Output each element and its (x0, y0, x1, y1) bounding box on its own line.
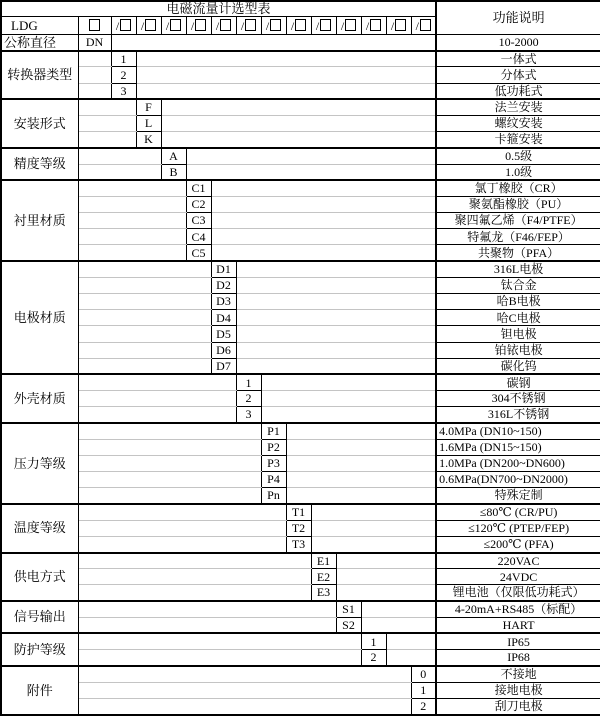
spacer-cell (78, 294, 211, 310)
spacer-cell (78, 455, 261, 471)
option-code: P3 (261, 455, 286, 471)
option-description: 钽电极 (436, 326, 600, 342)
spacer-cell (361, 617, 436, 633)
spacer-cell (78, 536, 286, 552)
model-slash-box: / (386, 16, 411, 34)
placeholder-box-icon (245, 19, 256, 31)
option-description: 铂铱电极 (436, 342, 600, 358)
option-code: 3 (236, 407, 261, 423)
option-description: 氯丁橡胶（CR） (436, 180, 600, 196)
spacer-cell (111, 35, 436, 51)
option-code: P1 (261, 423, 286, 439)
option-code: K (136, 132, 161, 148)
category-label: 防护等级 (1, 633, 78, 665)
spacer-cell (78, 326, 211, 342)
option-description: 共聚物（PFA） (436, 245, 600, 261)
spacer-cell (361, 601, 436, 617)
spacer-cell (236, 326, 436, 342)
category-label: 外壳材质 (1, 374, 78, 423)
option-code: DN (78, 35, 111, 51)
option-description: 220VAC (436, 553, 600, 569)
placeholder-box-icon (145, 19, 156, 31)
option-code: T1 (286, 504, 311, 520)
spacer-cell (78, 472, 261, 488)
placeholder-box-icon (320, 19, 331, 31)
model-slash-box: / (161, 16, 186, 34)
placeholder-box-icon (270, 19, 281, 31)
option-code: P4 (261, 472, 286, 488)
spacer-cell (211, 245, 436, 261)
option-code: A (161, 148, 186, 164)
model-slash-box: / (311, 16, 336, 34)
spacer-cell (136, 51, 436, 67)
spacer-cell (78, 601, 336, 617)
spacer-cell (311, 536, 436, 552)
spacer-cell (261, 391, 436, 407)
option-description: 特氟龙（F46/FEP） (436, 229, 600, 245)
option-description: 卡箍安装 (436, 132, 600, 148)
model-slash-box: / (211, 16, 236, 34)
spacer-cell (78, 617, 336, 633)
spacer-cell (286, 455, 436, 471)
placeholder-box-icon (195, 19, 206, 31)
option-description: 4.0MPa (DN10~150) (436, 423, 600, 439)
placeholder-box-icon (420, 19, 431, 31)
spacer-cell (78, 245, 186, 261)
spacer-cell (78, 682, 411, 698)
spacer-cell (311, 520, 436, 536)
option-code: 1 (411, 682, 436, 698)
function-column-header: 功能说明 (436, 1, 600, 35)
option-description: 低功耗式 (436, 83, 600, 99)
spacer-cell (78, 553, 311, 569)
spacer-cell (78, 310, 211, 326)
spacer-cell (336, 585, 436, 601)
spacer-cell (336, 569, 436, 585)
option-description: 法兰安装 (436, 99, 600, 115)
spacer-cell (78, 666, 411, 682)
option-code: E1 (311, 553, 336, 569)
spacer-cell (78, 180, 186, 196)
placeholder-box-icon (370, 19, 381, 31)
spacer-cell (236, 310, 436, 326)
option-code: C2 (186, 196, 211, 212)
option-description: 0.5级 (436, 148, 600, 164)
spacer-cell (78, 229, 186, 245)
option-description: 哈B电极 (436, 294, 600, 310)
category-label: 精度等级 (1, 148, 78, 180)
option-description: IP65 (436, 633, 600, 649)
spacer-cell (286, 423, 436, 439)
placeholder-box-icon (220, 19, 231, 31)
spacer-cell (78, 67, 111, 83)
option-code: 2 (411, 698, 436, 715)
placeholder-box-icon (120, 19, 131, 31)
option-code: C1 (186, 180, 211, 196)
option-code: 2 (111, 67, 136, 83)
spacer-cell (78, 83, 111, 99)
spacer-cell (78, 132, 136, 148)
spacer-cell (161, 115, 436, 131)
model-slash-box: / (236, 16, 261, 34)
spacer-cell (236, 342, 436, 358)
spacer-cell (78, 358, 211, 374)
spacer-cell (211, 180, 436, 196)
spacer-cell (261, 407, 436, 423)
spacer-cell (286, 439, 436, 455)
spacer-cell (211, 196, 436, 212)
spacer-cell (78, 277, 211, 293)
category-label: 公称直径 (1, 35, 78, 51)
option-code: S1 (336, 601, 361, 617)
spacer-cell (78, 423, 261, 439)
spacer-cell (78, 504, 286, 520)
spacer-cell (311, 504, 436, 520)
spacer-cell (286, 472, 436, 488)
category-label: 安装形式 (1, 99, 78, 148)
category-label: 转换器类型 (1, 51, 78, 100)
model-prefix: LDG (1, 16, 78, 34)
category-label: 附件 (1, 666, 78, 715)
option-description: 1.0MPa (DN200~DN600) (436, 455, 600, 471)
spacer-cell (186, 164, 436, 180)
option-code: D3 (211, 294, 236, 310)
option-code: E2 (311, 569, 336, 585)
option-code: L (136, 115, 161, 131)
spacer-cell (236, 294, 436, 310)
spacer-cell (78, 115, 136, 131)
option-description: 碳化钨 (436, 358, 600, 374)
spacer-cell (78, 439, 261, 455)
option-code: D5 (211, 326, 236, 342)
option-description: 1.6MPa (DN15~150) (436, 439, 600, 455)
spacer-cell (78, 342, 211, 358)
spacer-cell (78, 51, 111, 67)
option-description: 聚四氟乙烯（F4/PTFE） (436, 213, 600, 229)
option-description: ≤80℃ (CR/PU) (436, 504, 600, 520)
spacer-cell (78, 213, 186, 229)
option-description: 24VDC (436, 569, 600, 585)
spacer-cell (78, 164, 161, 180)
option-code: D6 (211, 342, 236, 358)
category-label: 压力等级 (1, 423, 78, 504)
spacer-cell (386, 650, 436, 666)
spacer-cell (161, 99, 436, 115)
spacer-cell (286, 488, 436, 504)
option-description: 接地电极 (436, 682, 600, 698)
option-code: 3 (111, 83, 136, 99)
option-code: D2 (211, 277, 236, 293)
spacer-cell (186, 148, 436, 164)
table-title: 电磁流量计选型表 (1, 1, 436, 16)
spacer-cell (136, 67, 436, 83)
option-description: 刮刀电极 (436, 698, 600, 715)
option-code: 1 (236, 374, 261, 390)
spacer-cell (336, 553, 436, 569)
spacer-cell (78, 650, 361, 666)
option-description: ≤120℃ (PTEP/FEP) (436, 520, 600, 536)
model-slash-box: / (286, 16, 311, 34)
option-code: Pn (261, 488, 286, 504)
placeholder-box-icon (395, 19, 406, 31)
model-slash-box: / (111, 16, 136, 34)
model-slash-box: / (336, 16, 361, 34)
model-slash-box: / (186, 16, 211, 34)
spacer-cell (78, 633, 361, 649)
option-code: P2 (261, 439, 286, 455)
option-code: E3 (311, 585, 336, 601)
placeholder-box-icon (170, 19, 181, 31)
model-slash-box: / (361, 16, 386, 34)
spacer-cell (236, 358, 436, 374)
option-description: IP68 (436, 650, 600, 666)
spacer-cell (78, 698, 411, 715)
option-description: 0.6MPa(DN700~DN2000) (436, 472, 600, 488)
category-label: 温度等级 (1, 504, 78, 553)
spacer-cell (78, 585, 311, 601)
option-code: 0 (411, 666, 436, 682)
option-description: ≤200℃ (PFA) (436, 536, 600, 552)
option-description: 一体式 (436, 51, 600, 67)
category-label: 衬里材质 (1, 180, 78, 261)
spacer-cell (161, 132, 436, 148)
spacer-cell (211, 213, 436, 229)
option-description: 1.0级 (436, 164, 600, 180)
option-code: D7 (211, 358, 236, 374)
option-code: C4 (186, 229, 211, 245)
spacer-cell (261, 374, 436, 390)
spacer-cell (78, 407, 236, 423)
spacer-cell (236, 261, 436, 277)
option-code: S2 (336, 617, 361, 633)
option-description: 4-20mA+RS485（标配） (436, 601, 600, 617)
option-description: 锂电池（仅限低功耗式） (436, 585, 600, 601)
option-code: T3 (286, 536, 311, 552)
option-description: HART (436, 617, 600, 633)
option-code: D1 (211, 261, 236, 277)
spacer-cell (78, 569, 311, 585)
placeholder-box-icon (89, 19, 100, 31)
option-code: T2 (286, 520, 311, 536)
spacer-cell (386, 633, 436, 649)
spacer-cell (78, 148, 161, 164)
option-code: B (161, 164, 186, 180)
option-description: 聚氨酯橡胶（PU） (436, 196, 600, 212)
option-code: D4 (211, 310, 236, 326)
spacer-cell (78, 488, 261, 504)
option-description: 不接地 (436, 666, 600, 682)
option-description: 316L电极 (436, 261, 600, 277)
spacer-cell (78, 261, 211, 277)
option-description: 钛合金 (436, 277, 600, 293)
option-description: 哈C电极 (436, 310, 600, 326)
model-slash-box: / (261, 16, 286, 34)
option-code: C5 (186, 245, 211, 261)
option-description: 304不锈钢 (436, 391, 600, 407)
spacer-cell (236, 277, 436, 293)
spacer-cell (211, 229, 436, 245)
category-label: 供电方式 (1, 553, 78, 602)
option-description: 碳钢 (436, 374, 600, 390)
option-code: 1 (111, 51, 136, 67)
spacer-cell (78, 196, 186, 212)
category-label: 信号输出 (1, 601, 78, 633)
spacer-cell (136, 83, 436, 99)
option-description: 螺纹安装 (436, 115, 600, 131)
model-slash-box: / (136, 16, 161, 34)
option-code: 2 (361, 650, 386, 666)
option-description: 特殊定制 (436, 488, 600, 504)
option-description: 10-2000 (436, 35, 600, 51)
placeholder-box-icon (295, 19, 306, 31)
option-code: 2 (236, 391, 261, 407)
model-code-box (78, 16, 111, 34)
spacer-cell (78, 520, 286, 536)
option-code: 1 (361, 633, 386, 649)
option-code: F (136, 99, 161, 115)
spacer-cell (78, 99, 136, 115)
model-slash-box: / (411, 16, 436, 34)
option-description: 分体式 (436, 67, 600, 83)
category-label: 电极材质 (1, 261, 78, 374)
placeholder-box-icon (345, 19, 356, 31)
option-code: C3 (186, 213, 211, 229)
option-description: 316L不锈钢 (436, 407, 600, 423)
spacer-cell (78, 374, 236, 390)
spacer-cell (78, 391, 236, 407)
